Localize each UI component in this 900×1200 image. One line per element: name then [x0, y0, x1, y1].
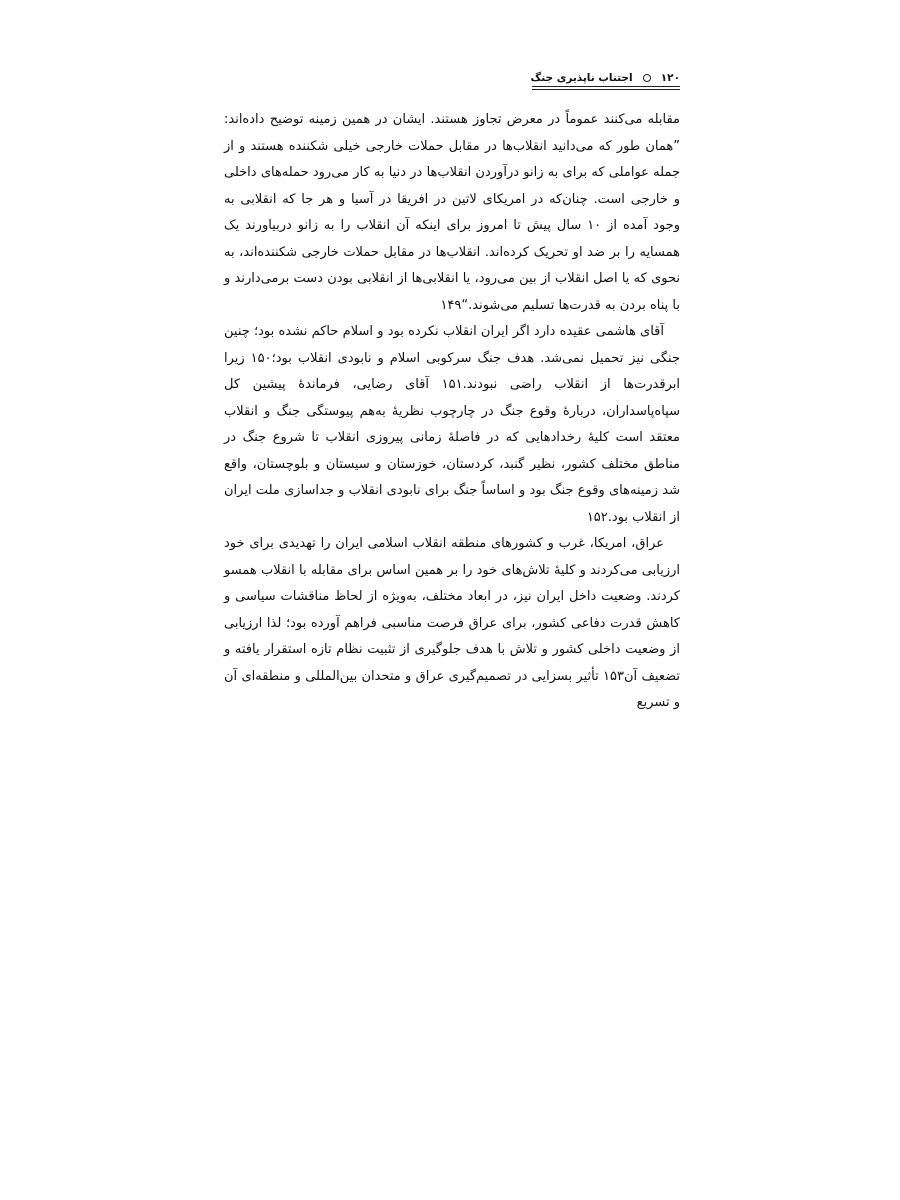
header-rule-top	[532, 86, 680, 87]
paragraph-continued: مقابله می‌کنند عموماً در معرض تجاوز هستند. ایشان در همین زمینه توضیح داده‌اند: ”همان طور که می‌دانید انقلاب‌ها در مقابل حملات خارجی خیلی شکننده هستند و از جمله عواملی که برای به زانو درآوردن انقلاب‌ها در دنیا به کار می‌رود حمله‌های داخلی و خارجی است. چنان‌که در امریکای لاتین در افریقا در آسیا و هر جا که انقلابی به وجود آمده از ۱۰ سال پیش تا امروز برای اینکه آن انقلاب را به زانو دربیاورند یک همسایه را بر ضد او تحریک کرده‌اند. انقلاب‌ها در مقابل حملات خارجی شکننده‌اند، به نحوی که یا اصل انقلاب از بین می‌رود، یا انقلابی‌ها از انقلابی بودن دست برمی‌دارند و با پناه بردن به قدرت‌ها تسلیم می‌شوند.“۱۴۹	[224, 112, 680, 313]
header-rule-bottom	[532, 89, 680, 90]
circle-separator-icon	[643, 74, 651, 82]
paragraph-threat-assessment: عراق، امریکا، غرب و کشورهای منطقه انقلاب اسلامی ایران را تهدیدی برای خود ارزیابی می‌کردند و کلیهٔ تلاش‌های خود را بر همین اساس برای مقابله با انقلاب همسو کردند. وضعیت داخل ایران نیز، در ابعاد مختلف، به‌ویژه از لحاظ مناقشات سیاسی و کاهش قدرت دفاعی کشور، برای عراق فرصت مناسبی فراهم آورده بود؛ لذا ارزیابی از وضعیت داخلی کشور و تلاش با هدف جلوگیری از تثبیت نظام تازه استقرار یافته و تضعیف آن۱۵۳ تأثیر بسزایی در تصمیم‌گیری عراق و متحدان بین‌المللی و منطقه‌ای آن و تسریع	[224, 536, 680, 710]
body-text	[224, 107, 680, 717]
running-header	[532, 67, 680, 91]
running-title: اجتناب ناپذیری جنگ	[530, 71, 633, 84]
page-number: ۱۲۰	[660, 71, 680, 84]
paragraph-hashemi: آقای هاشمی عقیده دارد اگر ایران انقلاب نکرده بود و اسلام حاکم نشده بود؛ چنین جنگی نیز تحمیل نمی‌شد. هدف جنگ سرکوبی اسلام و نابودی انقلاب بود؛۱۵۰ زیرا ابرقدرت‌ها از انقلاب راضی نبودند.۱۵۱ آقای رضایی، فرماندهٔ پیشین کل سپاه‌پاسداران، دربارهٔ وقوع جنگ در چارچوب نظریهٔ به‌هم پیوستگی جنگ و انقلاب معتقد است کلیهٔ رخدادهایی که در فاصلهٔ زمانی پیروزی انقلاب تا شروع جنگ در مناطق مختلف کشور، نظیر گنبد، کردستان، خوزستان و سیستان و بلوچستان، واقع شد زمینه‌های وقوع جنگ بود و اساساً جنگ برای نابودی انقلاب و جداسازی ملت ایران از انقلاب بود.۱۵۲	[224, 324, 680, 525]
